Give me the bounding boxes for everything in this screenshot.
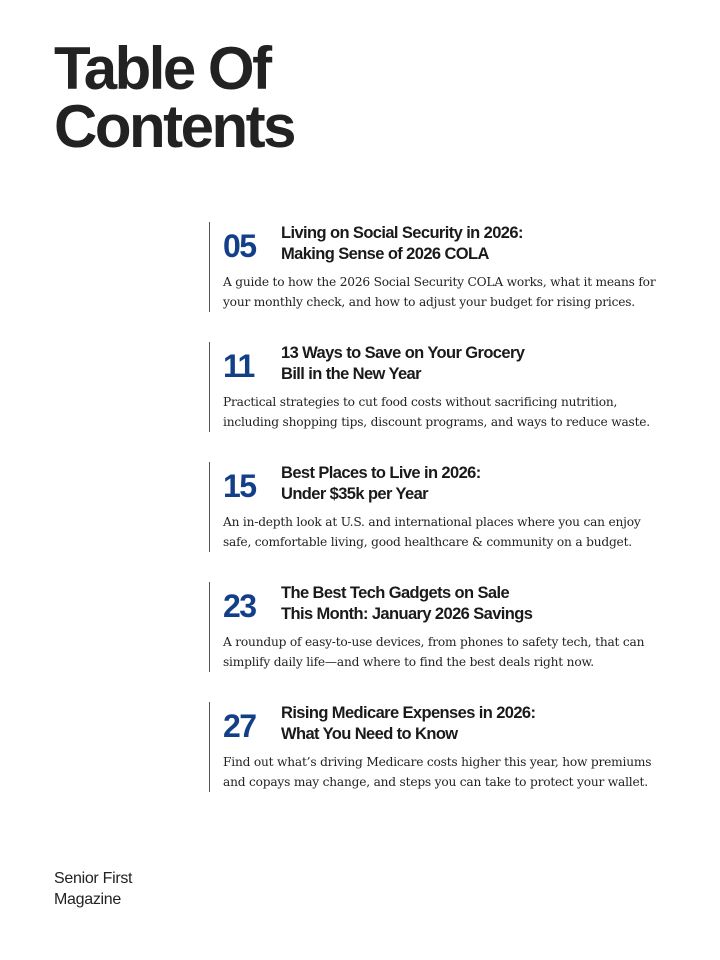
article-title[interactable]: Best Places to Live in 2026: Under $35k per Year [281,464,481,503]
toc-entry[interactable] [209,462,679,552]
toc-entry[interactable] [209,702,679,792]
page-number: 27 [223,708,256,744]
article-description: A guide to how the 2026 Social Security COLA works, what it means for your monthly check, and how to adjust your budget for rising prices. [223,275,656,309]
toc-entry[interactable] [209,222,679,312]
article-title[interactable]: Rising Medicare Expenses in 2026: What You Need to Know [281,704,536,743]
page-title-line-1: Table Of [54,35,270,102]
toc-entry[interactable] [209,342,679,432]
article-title[interactable]: 13 Ways to Save on Your Grocery Bill in the New Year [281,344,525,383]
page-number: 11 [223,348,254,384]
toc-entry[interactable] [209,582,679,672]
page-title-line-2: Contents [54,93,294,160]
article-title[interactable]: Living on Social Security in 2026: Making Sense of 2026 COLA [281,224,523,263]
article-description: A roundup of easy-to-use devices, from phones to safety tech, that can simplify daily life—and where to find the best deals right now. [223,635,645,669]
article-description: Practical strategies to cut food costs without sacrificing nutrition, including shopping tips, discount programs, and ways to reduce waste. [223,395,650,429]
table-of-contents-list [209,222,679,822]
page-number: 05 [223,228,256,264]
publication-name: Senior First Magazine [54,870,133,908]
article-description: Find out what’s driving Medicare costs higher this year, how premiums and copays may change, and steps you can take to protect your wallet. [223,755,652,789]
article-title[interactable]: The Best Tech Gadgets on Sale This Month: January 2026 Savings [281,584,533,623]
page-title [54,35,294,160]
page-number: 23 [223,588,256,624]
page-number: 15 [223,468,256,504]
article-description: An in-depth look at U.S. and international places where you can enjoy safe, comfortable living, good healthcare & community on a budget. [223,515,641,549]
